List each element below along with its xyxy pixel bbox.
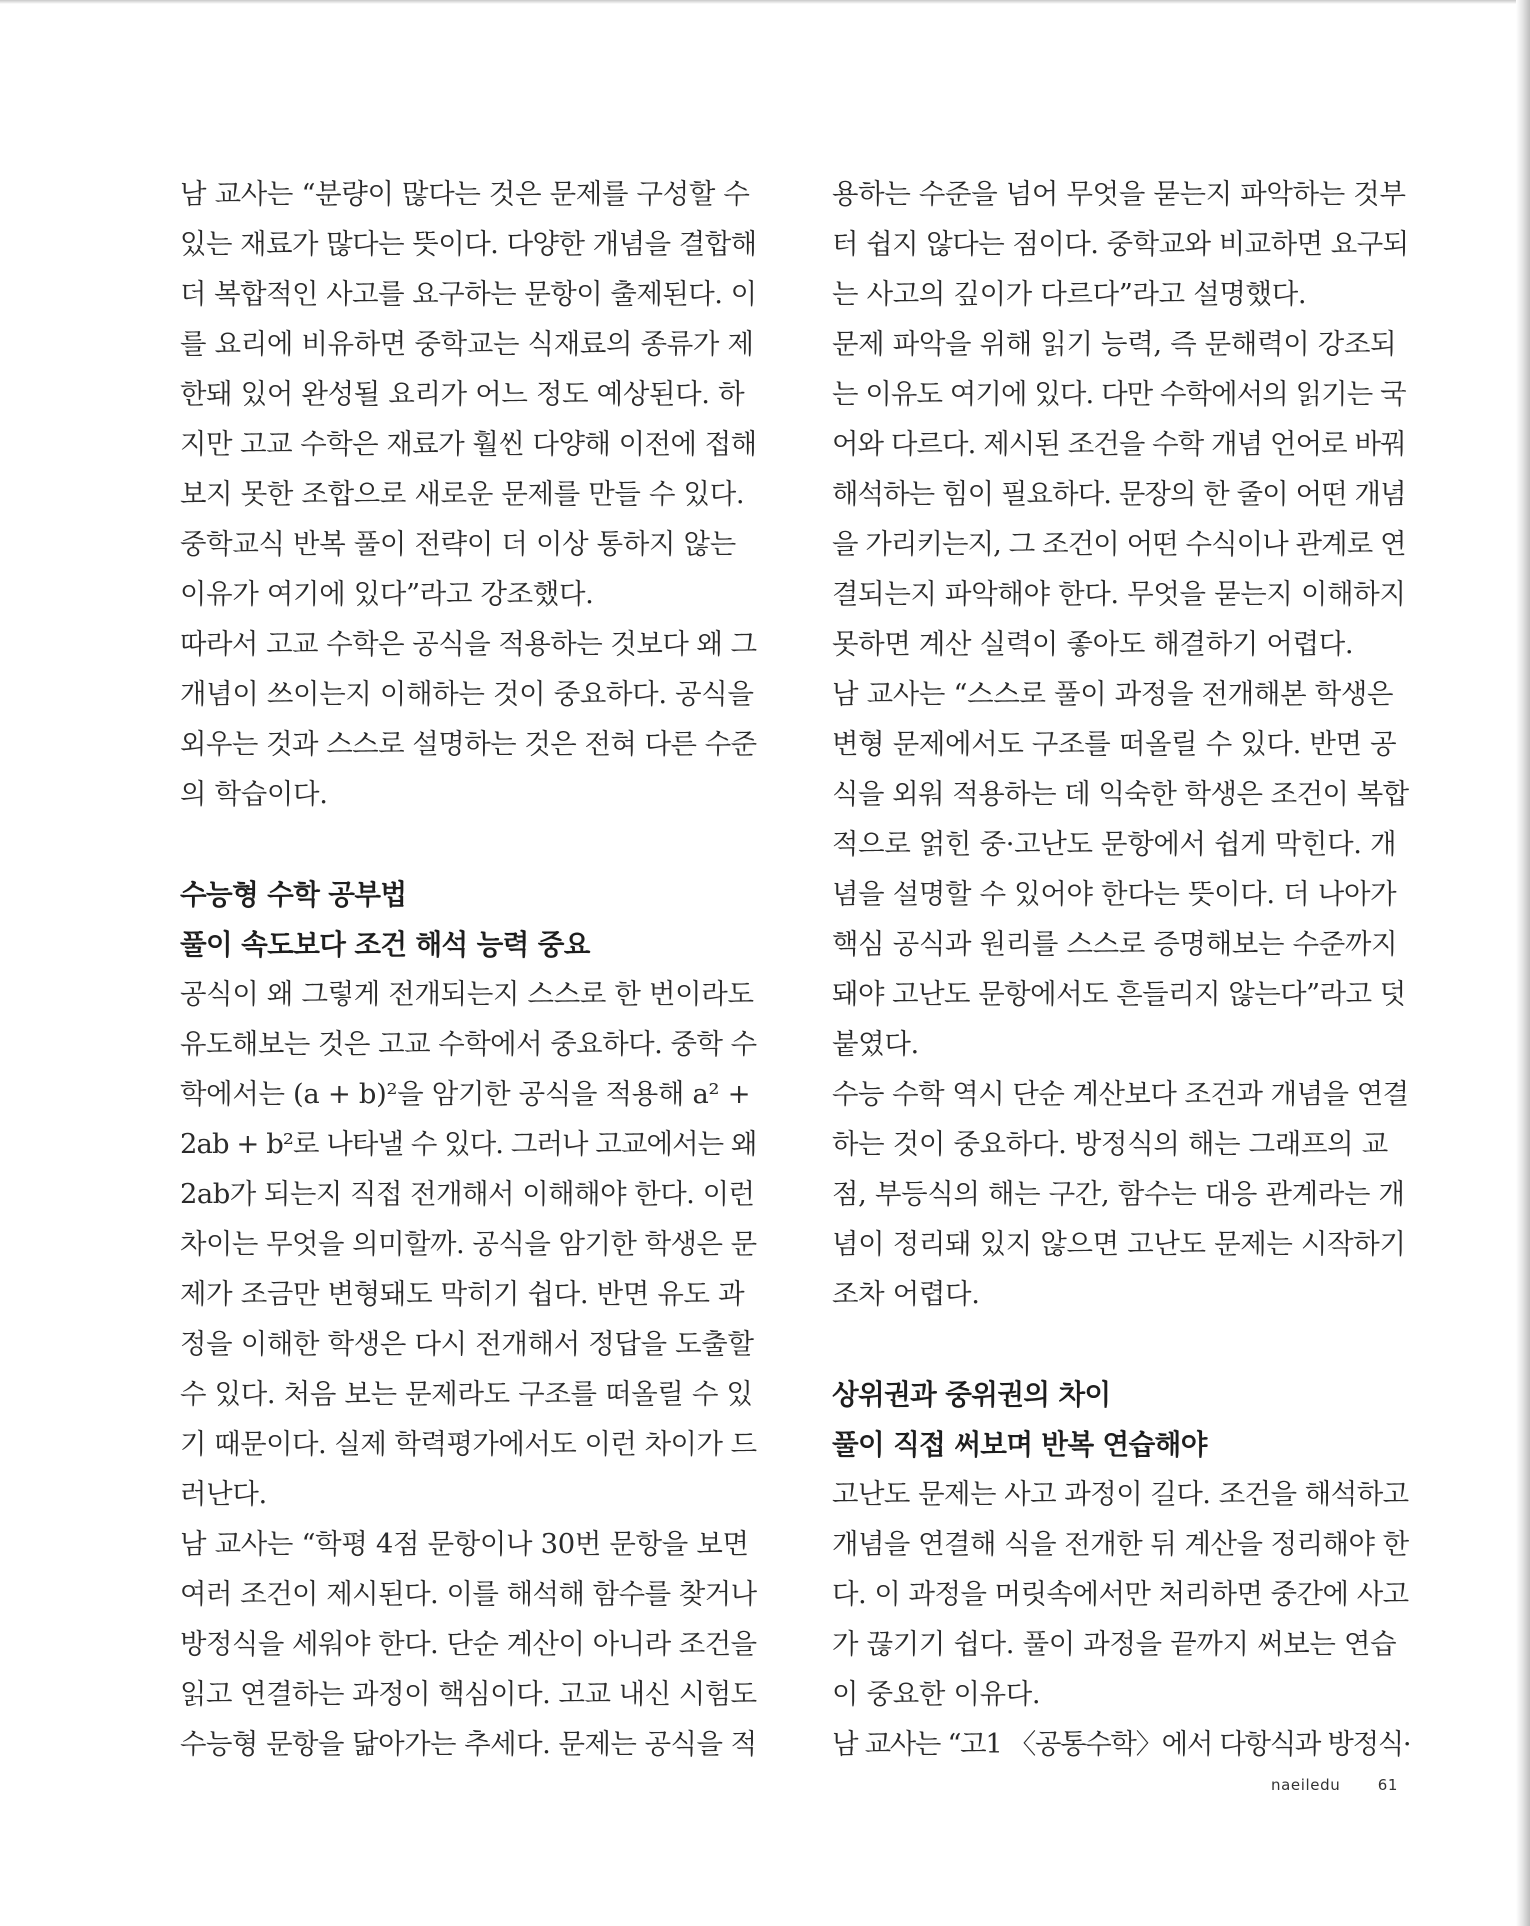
text-line: 의 학습이다. <box>180 779 328 810</box>
text-line: 념을 설명할 수 있어야 한다는 뜻이다. 더 나아가 <box>832 879 1397 910</box>
body-paragraph <box>832 1720 1410 1770</box>
text-line: 더 복합적인 사고를 요구하는 문항이 출제된다. 이 <box>180 279 757 310</box>
text-line: 문제 파악을 위해 읽기 능력, 즉 문해력이 강조되 <box>832 329 1397 360</box>
body-paragraph <box>180 170 758 620</box>
left-column <box>180 170 758 1770</box>
section-heading-line-2: 풀이 직접 써보며 반복 연습해야 <box>832 1428 1207 1461</box>
text-line: 어와 다르다. 제시된 조건을 수학 개념 언어로 바꿔 <box>832 429 1406 460</box>
body-paragraph <box>832 1070 1410 1320</box>
text-line: 가 끊기기 쉽다. 풀이 과정을 끝까지 써보는 연습 <box>832 1629 1397 1660</box>
text-line: 고난도 문제는 사고 과정이 길다. 조건을 해석하고 <box>832 1479 1409 1510</box>
text-line: 남 교사는 “분량이 많다는 것은 문제를 구성할 수 <box>180 179 750 210</box>
text-line: 공식이 왜 그렇게 전개되는지 스스로 한 번이라도 <box>180 979 754 1010</box>
text-line: 못하면 계산 실력이 좋아도 해결하기 어렵다. <box>832 629 1354 660</box>
text-line: 하는 것이 중요하다. 방정식의 해는 그래프의 교 <box>832 1129 1388 1160</box>
body-paragraph <box>832 1470 1410 1720</box>
section-heading-line-1: 수능형 수학 공부법 <box>180 878 407 911</box>
text-line: 유도해보는 것은 고교 수학에서 중요하다. 중학 수 <box>180 1029 757 1060</box>
text-line: 수능 수학 역시 단순 계산보다 조건과 개념을 연결 <box>832 1079 1409 1110</box>
text-line: 조차 어렵다. <box>832 1279 980 1310</box>
section-heading-line-1: 상위권과 중위권의 차이 <box>832 1378 1111 1411</box>
text-line: 이유가 여기에 있다”라고 강조했다. <box>180 579 594 610</box>
right-column <box>832 170 1410 1770</box>
text-line: 식을 외워 적용하는 데 익숙한 학생은 조건이 복합 <box>832 779 1409 810</box>
text-line: 돼야 고난도 문항에서도 흔들리지 않는다”라고 덧 <box>832 979 1406 1010</box>
body-paragraph <box>180 970 758 1520</box>
text-line: 2ab가 되는지 직접 전개해서 이해해야 한다. 이런 <box>180 1179 755 1210</box>
text-line: 수 있다. 처음 보는 문제라도 구조를 떠올릴 수 있 <box>180 1379 753 1410</box>
publication-name: naeiledu <box>1271 1776 1341 1794</box>
section-heading-line-2: 풀이 속도보다 조건 해석 능력 중요 <box>180 928 590 961</box>
page-top-edge <box>0 0 1530 4</box>
text-line: 2ab + b²로 나타낼 수 있다. 그러나 고교에서는 왜 <box>180 1129 757 1160</box>
text-line: 정을 이해한 학생은 다시 전개해서 정답을 도출할 <box>180 1329 754 1360</box>
text-line: 러난다. <box>180 1479 267 1510</box>
text-line: 보지 못한 조합으로 새로운 문제를 만들 수 있다. <box>180 479 745 510</box>
text-line: 점, 부등식의 해는 구간, 함수는 대응 관계라는 개 <box>832 1179 1405 1210</box>
text-line: 적으로 얽힌 중·고난도 문항에서 쉽게 막힌다. 개 <box>832 829 1397 860</box>
text-line: 중학교식 반복 풀이 전략이 더 이상 통하지 않는 <box>180 529 736 560</box>
text-line: 남 교사는 “고1 〈공통수학〉에서 다항식과 방정식· <box>832 1729 1411 1760</box>
section-heading-study-method <box>180 870 758 970</box>
text-line: 용하는 수준을 넘어 무엇을 묻는지 파악하는 것부 <box>832 179 1406 210</box>
text-line: 해석하는 힘이 필요하다. 문장의 한 줄이 어떤 개념 <box>832 479 1406 510</box>
text-line: 외우는 것과 스스로 설명하는 것은 전혀 다른 수준 <box>180 729 757 760</box>
text-line: 여러 조건이 제시된다. 이를 해석해 함수를 찾거나 <box>180 1579 757 1610</box>
text-line: 따라서 고교 수학은 공식을 적용하는 것보다 왜 그 <box>180 629 757 660</box>
text-line: 남 교사는 “스스로 풀이 과정을 전개해본 학생은 <box>832 679 1394 710</box>
text-line: 읽고 연결하는 과정이 핵심이다. 고교 내신 시험도 <box>180 1679 757 1710</box>
right-paragraphs-before-heading <box>832 170 1410 1320</box>
text-line: 변형 문제에서도 구조를 떠올릴 수 있다. 반면 공 <box>832 729 1397 760</box>
section-heading-top-vs-middle <box>832 1370 1410 1470</box>
text-line: 있는 재료가 많다는 뜻이다. 다양한 개념을 결합해 <box>180 229 757 260</box>
text-line: 터 쉽지 않다는 점이다. 중학교와 비교하면 요구되 <box>832 229 1409 260</box>
text-line: 한돼 있어 완성될 요리가 어느 정도 예상된다. 하 <box>180 379 745 410</box>
right-paragraphs-after-heading <box>832 1470 1410 1770</box>
left-paragraphs-before-heading <box>180 170 758 820</box>
text-line: 학에서는 (a + b)²을 암기한 공식을 적용해 a² + <box>180 1079 751 1110</box>
page-number: 61 <box>1377 1776 1398 1794</box>
text-line: 다. 이 과정을 머릿속에서만 처리하면 중간에 사고 <box>832 1579 1409 1610</box>
body-paragraph <box>180 1520 758 1770</box>
text-line: 제가 조금만 변형돼도 막히기 쉽다. 반면 유도 과 <box>180 1279 745 1310</box>
text-line: 기 때문이다. 실제 학력평가에서도 이런 차이가 드 <box>180 1429 757 1460</box>
text-line: 을 가리키는지, 그 조건이 어떤 수식이나 관계로 연 <box>832 529 1406 560</box>
text-line: 는 사고의 깊이가 다르다”라고 설명했다. <box>832 279 1307 310</box>
body-paragraph <box>832 670 1410 1070</box>
text-line: 차이는 무엇을 의미할까. 공식을 암기한 학생은 문 <box>180 1229 757 1260</box>
text-line: 개념을 연결해 식을 전개한 뒤 계산을 정리해야 한 <box>832 1529 1409 1560</box>
page-binding-shadow <box>1516 0 1530 1926</box>
page-footer <box>1271 1776 1398 1794</box>
text-line: 를 요리에 비유하면 중학교는 식재료의 종류가 제 <box>180 329 754 360</box>
text-line: 붙였다. <box>832 1029 919 1060</box>
section-spacer <box>832 1320 1410 1370</box>
text-line: 수능형 문항을 닮아가는 추세다. 문제는 공식을 적 <box>180 1729 757 1760</box>
text-line: 핵심 공식과 원리를 스스로 증명해보는 수준까지 <box>832 929 1398 960</box>
text-line: 방정식을 세워야 한다. 단순 계산이 아니라 조건을 <box>180 1629 757 1660</box>
body-paragraph <box>832 320 1410 670</box>
left-paragraphs-after-heading <box>180 970 758 1770</box>
text-line: 념이 정리돼 있지 않으면 고난도 문제는 시작하기 <box>832 1229 1406 1260</box>
text-line: 이 중요한 이유다. <box>832 1679 1041 1710</box>
text-line: 결되는지 파악해야 한다. 무엇을 묻는지 이해하지 <box>832 579 1406 610</box>
text-line: 남 교사는 “학평 4점 문항이나 30번 문항을 보면 <box>180 1529 749 1560</box>
text-line: 는 이유도 여기에 있다. 다만 수학에서의 읽기는 국 <box>832 379 1406 410</box>
text-line: 개념이 쓰이는지 이해하는 것이 중요하다. 공식을 <box>180 679 754 710</box>
body-paragraph <box>180 620 758 820</box>
section-spacer <box>180 820 758 870</box>
body-paragraph <box>832 170 1410 320</box>
text-line: 지만 고교 수학은 재료가 훨씬 다양해 이전에 접해 <box>180 429 757 460</box>
